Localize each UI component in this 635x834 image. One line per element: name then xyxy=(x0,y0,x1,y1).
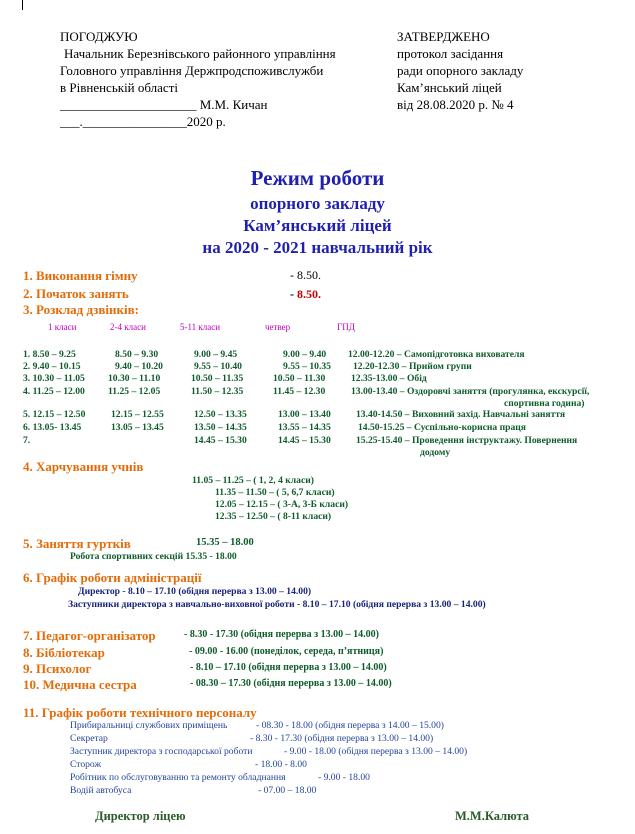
bell-r2-c3: 9.55 – 10.40 xyxy=(194,361,242,372)
section-11-label: 11. Графік роботи технічного персоналу xyxy=(23,705,257,720)
section-3-label: 3. Розклад дзвінків: xyxy=(23,302,139,317)
section-6-label: 6. Графік роботи адміністрації xyxy=(23,570,202,585)
bell-r4-c2: 11.25 – 12.05 xyxy=(108,386,161,397)
bell-r6-c1: 6. 13.05- 13.45 xyxy=(23,422,82,433)
approve-left-department: Головного управління Держпродспоживслужби xyxy=(60,63,324,78)
bell-r1-c2: 8.50 – 9.30 xyxy=(115,349,159,360)
approve-left-heading: ПОГОДЖУЮ xyxy=(60,29,138,44)
bell-r6-c3: 13.50 – 14.35 xyxy=(194,422,247,433)
tech-row-3-value: - 9.00 - 18.00 (обідня перерва з 13.00 – 14.00) xyxy=(284,746,468,757)
bell-header-2: 2-4 класи xyxy=(110,322,146,332)
bell-r1-c3: 9.00 – 9.45 xyxy=(194,349,238,360)
bell-r3-c2: 10.30 – 11.10 xyxy=(108,373,161,384)
section-10-label: 10. Медична сестра xyxy=(23,677,137,692)
section-8-value: - 09.00 - 16.00 (понеділок, середа, п’ятниця) xyxy=(189,646,384,657)
approve-right-protocol: протокол засідання xyxy=(397,46,504,61)
bell-r4-c5: 13.00-13.40 – Оздоровчі заняття (прогулянка, екскурсії, xyxy=(351,386,590,397)
bell-r5-c2: 12.15 – 12.55 xyxy=(111,409,164,420)
title-line-2: опорного закладу xyxy=(250,194,385,213)
tech-row-1-name: Прибиральниці службових приміщень xyxy=(70,720,228,731)
section-4-label: 4. Харчування учнів xyxy=(23,459,144,474)
section-9-label: 9. Психолог xyxy=(23,661,92,676)
bell-r2-c5: 12.20-12.30 – Прийом групи xyxy=(353,361,472,372)
bell-r7-c1: 7. xyxy=(23,435,31,446)
bell-header-1: 1 класи xyxy=(48,322,77,332)
bell-r7-c5-cont: додому xyxy=(420,447,451,458)
section-10-value: - 08.30 – 17.30 (обідня перерва з 13.00 – 14.00) xyxy=(190,678,392,689)
section-5-time: 15.35 – 18.00 xyxy=(196,537,254,548)
approve-left-signature: _____________________ М.М. Кичан xyxy=(60,97,268,112)
bell-r4-c3: 11.50 – 12.35 xyxy=(191,386,244,397)
meal-item-4: 12.35 – 12.50 – ( 8-11 класи) xyxy=(215,511,332,522)
bell-r3-c5: 12.35-13.00 – Обід xyxy=(351,373,427,384)
bell-r2-c1: 2. 9.40 – 10.15 xyxy=(23,361,81,372)
bell-r2-c2: 9.40 – 10.20 xyxy=(115,361,163,372)
title-line-4: на 2020 - 2021 навчальний рік xyxy=(202,238,433,257)
bell-r2-c4: 9.55 – 10.35 xyxy=(283,361,331,372)
section-1-label: 1. Виконання гімну xyxy=(23,268,138,283)
approve-left-region: в Рівненській області xyxy=(60,80,178,95)
bell-r6-c2: 13.05 – 13.45 xyxy=(111,422,164,433)
page-title: Режим роботи xyxy=(250,166,385,190)
bell-r4-c1: 4. 11.25 – 12.00 xyxy=(23,386,85,397)
tech-row-2-name: Секретар xyxy=(70,733,108,744)
tech-row-4-name: Сторож xyxy=(70,759,102,770)
approve-right-school: Кам’янський ліцей xyxy=(397,80,502,95)
tech-row-3-name: Заступник директора з господарської роботи xyxy=(70,746,253,757)
bell-r7-c5: 15.25-15.40 – Проведення інструктажу. Повернення xyxy=(356,435,578,446)
tech-row-4-value: - 18.00 - 8.00 xyxy=(255,759,307,770)
bell-r7-c4: 14.45 – 15.30 xyxy=(278,435,331,446)
section-2-value: 8.50. xyxy=(297,287,321,301)
bell-header-5: ГПД xyxy=(337,322,355,332)
bell-r5-c4: 13.00 – 13.40 xyxy=(278,409,331,420)
bell-r6-c4: 13.55 – 14.35 xyxy=(278,422,331,433)
text-cursor xyxy=(22,0,23,10)
approve-left-date: ___.________________2020 р. xyxy=(60,114,226,129)
bell-r3-c4: 10.50 – 11.30 xyxy=(273,373,326,384)
section-5-sports: Робота спортивних секцій 15.35 - 18.00 xyxy=(70,551,237,562)
section-7-value: - 8.30 - 17.30 (обідня перерва з 13.00 – 14.00) xyxy=(184,629,380,640)
approve-right-council: ради опорного закладу xyxy=(397,63,524,78)
bell-header-4: четвер xyxy=(265,322,291,332)
tech-row-5-name: Робітник по обслуговуванню та ремонту обладнання xyxy=(70,772,286,783)
bell-r7-c3: 14.45 – 15.30 xyxy=(194,435,247,446)
admin-director: Директор - 8.10 – 17.10 (обідня перерва з 13.00 – 14.00) xyxy=(78,586,312,597)
meal-item-3: 12.05 – 12.15 – ( 3-А, 3-Б класи) xyxy=(215,499,349,510)
section-2-label: 2. Початок занять xyxy=(23,286,129,301)
bell-r5-c5: 13.40-14.50 – Виховний захід. Навчальні заняття xyxy=(356,409,566,420)
section-2-dash: - xyxy=(290,287,297,301)
bell-r5-c3: 12.50 – 13.35 xyxy=(194,409,247,420)
footer-director-title: Директор ліцею xyxy=(95,809,186,823)
tech-row-1-value: - 08.30 - 18.00 (обідня перерва з 14.00 – 15.00) xyxy=(256,720,444,731)
section-2-value-wrap xyxy=(290,287,321,302)
footer-director-name: М.М.Калюта xyxy=(455,809,530,823)
bell-r1-c5: 12.00-12.20 – Самопідготовка вихователя xyxy=(348,349,525,360)
approve-right-date: від 28.08.2020 р. № 4 xyxy=(397,97,514,112)
bell-r1-c1: 1. 8.50 – 9.25 xyxy=(23,349,76,360)
bell-r3-c1: 3. 10.30 – 11.05 xyxy=(23,373,85,384)
bell-r4-c5-cont: спортивна година) xyxy=(504,398,585,409)
section-1-value: - 8.50. xyxy=(290,268,321,282)
admin-deputies: Заступники директора з навчально-виховної роботи - 8.10 – 17.10 (обідня перерва з 13.00 – 14.00) xyxy=(68,599,486,610)
approve-right-heading: ЗАТВЕРДЖЕНО xyxy=(397,29,490,44)
bell-header-3: 5-11 класи xyxy=(180,322,221,332)
tech-row-5-value: - 9.00 - 18.00 xyxy=(318,772,370,783)
section-9-value: - 8.10 – 17.10 (обідня перерва з 13.00 – 14.00) xyxy=(190,662,387,673)
bell-r1-c4: 9.00 – 9.40 xyxy=(283,349,327,360)
meal-item-1: 11.05 – 11.25 – ( 1, 2, 4 класи) xyxy=(192,475,314,486)
tech-row-2-value: - 8.30 - 17.30 (обідня перерва з 13.00 – 14.00) xyxy=(250,733,434,744)
meal-item-2: 11.35 – 11.50 – ( 5, 6,7 класи) xyxy=(215,487,335,498)
approve-left-position: Начальник Березнівського районного управління xyxy=(64,46,336,61)
bell-r5-c1: 5. 12.15 – 12.50 xyxy=(23,409,86,420)
section-7-label: 7. Педагог-організатор xyxy=(23,628,156,643)
tech-row-6-name: Водій автобуса xyxy=(70,785,132,796)
section-5-label: 5. Заняття гуртків xyxy=(23,536,131,551)
bell-r4-c4: 11.45 – 12.30 xyxy=(273,386,326,397)
bell-r6-c5: 14.50-15.25 – Суспільно-корисна праця xyxy=(358,422,526,433)
bell-r3-c3: 10.50 – 11.35 xyxy=(191,373,244,384)
tech-row-6-value: - 07.00 – 18.00 xyxy=(258,785,317,796)
section-8-label: 8. Бібліотекар xyxy=(23,645,105,660)
title-line-3: Кам’янський ліцей xyxy=(243,216,392,235)
